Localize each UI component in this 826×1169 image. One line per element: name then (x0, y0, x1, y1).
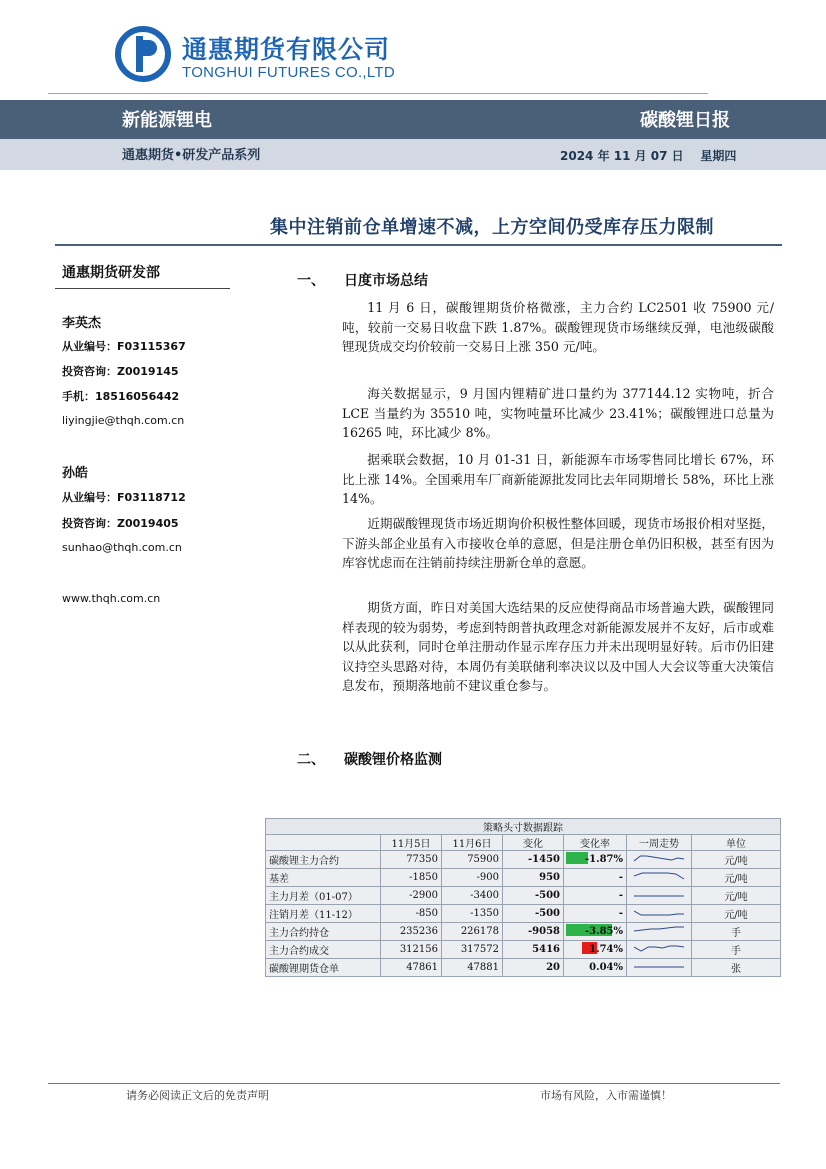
analyst-license: 从业编号：F03115367 (62, 340, 186, 353)
weekly-trend-sparkline (627, 905, 692, 923)
footer-rule (48, 1083, 780, 1084)
analyst-consult: 投资咨询：Z0019145 (62, 365, 179, 378)
dept-rule (55, 288, 230, 289)
table-header (266, 835, 381, 851)
company-name-cn: 通惠期货有限公司 (182, 35, 391, 64)
rate-text: - (618, 872, 623, 883)
value-nov5: -2900 (381, 887, 442, 905)
rate-text: 0.04% (589, 962, 623, 973)
table-header: 变化 (503, 835, 564, 851)
change-value: -1450 (503, 851, 564, 869)
weekly-trend-sparkline (627, 959, 692, 977)
table-header: 11月5日 (381, 835, 442, 851)
headline-rule (55, 244, 782, 246)
unit: 张 (692, 959, 781, 977)
section-number: 一、 (297, 273, 325, 289)
change-value: 5416 (503, 941, 564, 959)
change-rate (564, 905, 627, 923)
section-number: 二、 (297, 752, 325, 768)
risk-note: 市场有风险，入市需谨慎！ (540, 1089, 672, 1102)
unit: 元/吨 (692, 905, 781, 923)
header-rule (48, 93, 708, 94)
change-rate (564, 887, 627, 905)
analyst-phone: 手机：18516056442 (62, 390, 180, 403)
change-rate (564, 959, 627, 977)
unit: 元/吨 (692, 887, 781, 905)
weekly-trend-sparkline (627, 941, 692, 959)
row-name: 基差 (266, 869, 381, 887)
value-nov6: 226178 (442, 923, 503, 941)
table-row (266, 887, 781, 905)
analyst-email[interactable]: sunhao@thqh.com.cn (62, 541, 182, 554)
section-title: 碳酸锂价格监测 (344, 752, 442, 768)
report-type: 碳酸锂日报 (640, 110, 730, 131)
research-dept: 通惠期货研发部 (62, 265, 160, 281)
report-series: 通惠期货•研发产品系列 (122, 148, 261, 163)
change-rate (564, 851, 627, 869)
weekday-text: 星期四 (700, 149, 737, 163)
analyst-license: 从业编号：F03118712 (62, 491, 186, 504)
value-nov5: -1850 (381, 869, 442, 887)
unit: 元/吨 (692, 851, 781, 869)
price-monitor-table (265, 818, 781, 977)
row-name: 碳酸锂期货仓单 (266, 959, 381, 977)
unit: 元/吨 (692, 869, 781, 887)
table-row (266, 905, 781, 923)
table-row (266, 959, 781, 977)
value-nov5: 312156 (381, 941, 442, 959)
rate-text: - (618, 908, 623, 919)
paragraph: 海关数据显示，9 月国内锂精矿进口量约为 377144.12 实物吨，折合 LCE 当量约为 35510 吨，实物吨量环比减少 23.41%；碳酸锂进口总量为 16265 吨，环比减少 8%。 (342, 386, 774, 440)
table-caption: 策略头寸数据跟踪 (266, 819, 781, 835)
weekly-trend-sparkline (627, 887, 692, 905)
row-name: 主力合约成交 (266, 941, 381, 959)
row-name: 主力月差（01-07） (266, 887, 381, 905)
change-value: -500 (503, 887, 564, 905)
company-name-en: TONGHUI FUTURES CO.,LTD (182, 64, 396, 81)
change-value: -500 (503, 905, 564, 923)
table-header: 一周走势 (627, 835, 692, 851)
table-row (266, 869, 781, 887)
analyst-consult: 投资咨询：Z0019405 (62, 517, 179, 530)
table-row (266, 941, 781, 959)
company-logo-icon (115, 26, 171, 82)
rate-text: -3.85% (584, 926, 623, 937)
value-nov5: 235236 (381, 923, 442, 941)
table-header: 11月6日 (442, 835, 503, 851)
value-nov6: 47881 (442, 959, 503, 977)
table-header-row (266, 835, 781, 851)
value-nov5: 77350 (381, 851, 442, 869)
rate-text: - (618, 890, 623, 901)
section-title: 日度市场总结 (344, 273, 428, 289)
weekly-trend-sparkline (627, 923, 692, 941)
website-link[interactable]: www.thqh.com.cn (62, 592, 161, 605)
value-nov6: 75900 (442, 851, 503, 869)
date-text: 2024 年 11 月 07 日 (560, 149, 684, 163)
value-nov6: 317572 (442, 941, 503, 959)
value-nov5: -850 (381, 905, 442, 923)
weekly-trend-sparkline (627, 851, 692, 869)
disclaimer-note: 请务必阅读正文后的免责声明 (126, 1089, 269, 1102)
paragraph: 期货方面，昨日对美国大选结果的反应使得商品市场普遍大跌，碳酸锂同样表现的较为弱势，考虑到特朗普执政理念对新能源发展并不友好，后市或难以从此获利，同时仓单注册动作显示库存压力并未出现明显好转。后市仍旧建议持空头思路对待，本周仍有美联储利率决议以及中国人大会议等重大决策信息发布，预期落地前不建议重仓参与。 (342, 600, 774, 693)
value-nov5: 47861 (381, 959, 442, 977)
value-nov6: -3400 (442, 887, 503, 905)
paragraph: 11 月 6 日，碳酸锂期货价格微涨，主力合约 LC2501 收 75900 元/吨，较前一交易日收盘下跌 1.87%。碳酸锂现货市场继续反弹，电池级碳酸锂现货成交均价较前一交易日上涨 350 元/吨。 (342, 300, 774, 354)
table-row (266, 923, 781, 941)
report-headline: 集中注销前仓单增速不减，上方空间仍受库存压力限制 (270, 217, 714, 238)
change-rate (564, 941, 627, 959)
change-rate (564, 923, 627, 941)
paragraph: 近期碳酸锂现货市场近期询价积极性整体回暖，现货市场报价相对坚挺，下游头部企业虽有入市接收仓单的意愿，但是注册仓单仍旧积极，甚至有因为库容忧虑而在注销前持续注册新仓单的意愿。 (342, 516, 774, 570)
analyst-name: 李英杰 (62, 316, 102, 331)
change-value: 20 (503, 959, 564, 977)
table-row (266, 851, 781, 869)
change-value: -9058 (503, 923, 564, 941)
rate-text: 1.74% (589, 944, 623, 955)
unit: 手 (692, 923, 781, 941)
rate-text: -1.87% (584, 854, 623, 865)
value-nov6: -900 (442, 869, 503, 887)
value-nov6: -1350 (442, 905, 503, 923)
table-body (266, 851, 781, 977)
report-date (560, 147, 736, 164)
analyst-email[interactable]: liyingjie@thqh.com.cn (62, 414, 185, 427)
change-value: 950 (503, 869, 564, 887)
table-header: 单位 (692, 835, 781, 851)
analyst-name: 孙皓 (62, 466, 89, 481)
unit: 手 (692, 941, 781, 959)
report-category: 新能源锂电 (122, 110, 212, 131)
paragraph: 据乘联会数据，10 月 01-31 日，新能源车市场零售同比增长 67%，环比上涨 14%。全国乘用车厂商新能源批发同比去年同期增长 58%，环比上涨 14%。 (342, 452, 774, 506)
weekly-trend-sparkline (627, 869, 692, 887)
table-header: 变化率 (564, 835, 627, 851)
row-name: 碳酸锂主力合约 (266, 851, 381, 869)
change-rate (564, 869, 627, 887)
row-name: 注销月差（11-12） (266, 905, 381, 923)
row-name: 主力合约持仓 (266, 923, 381, 941)
